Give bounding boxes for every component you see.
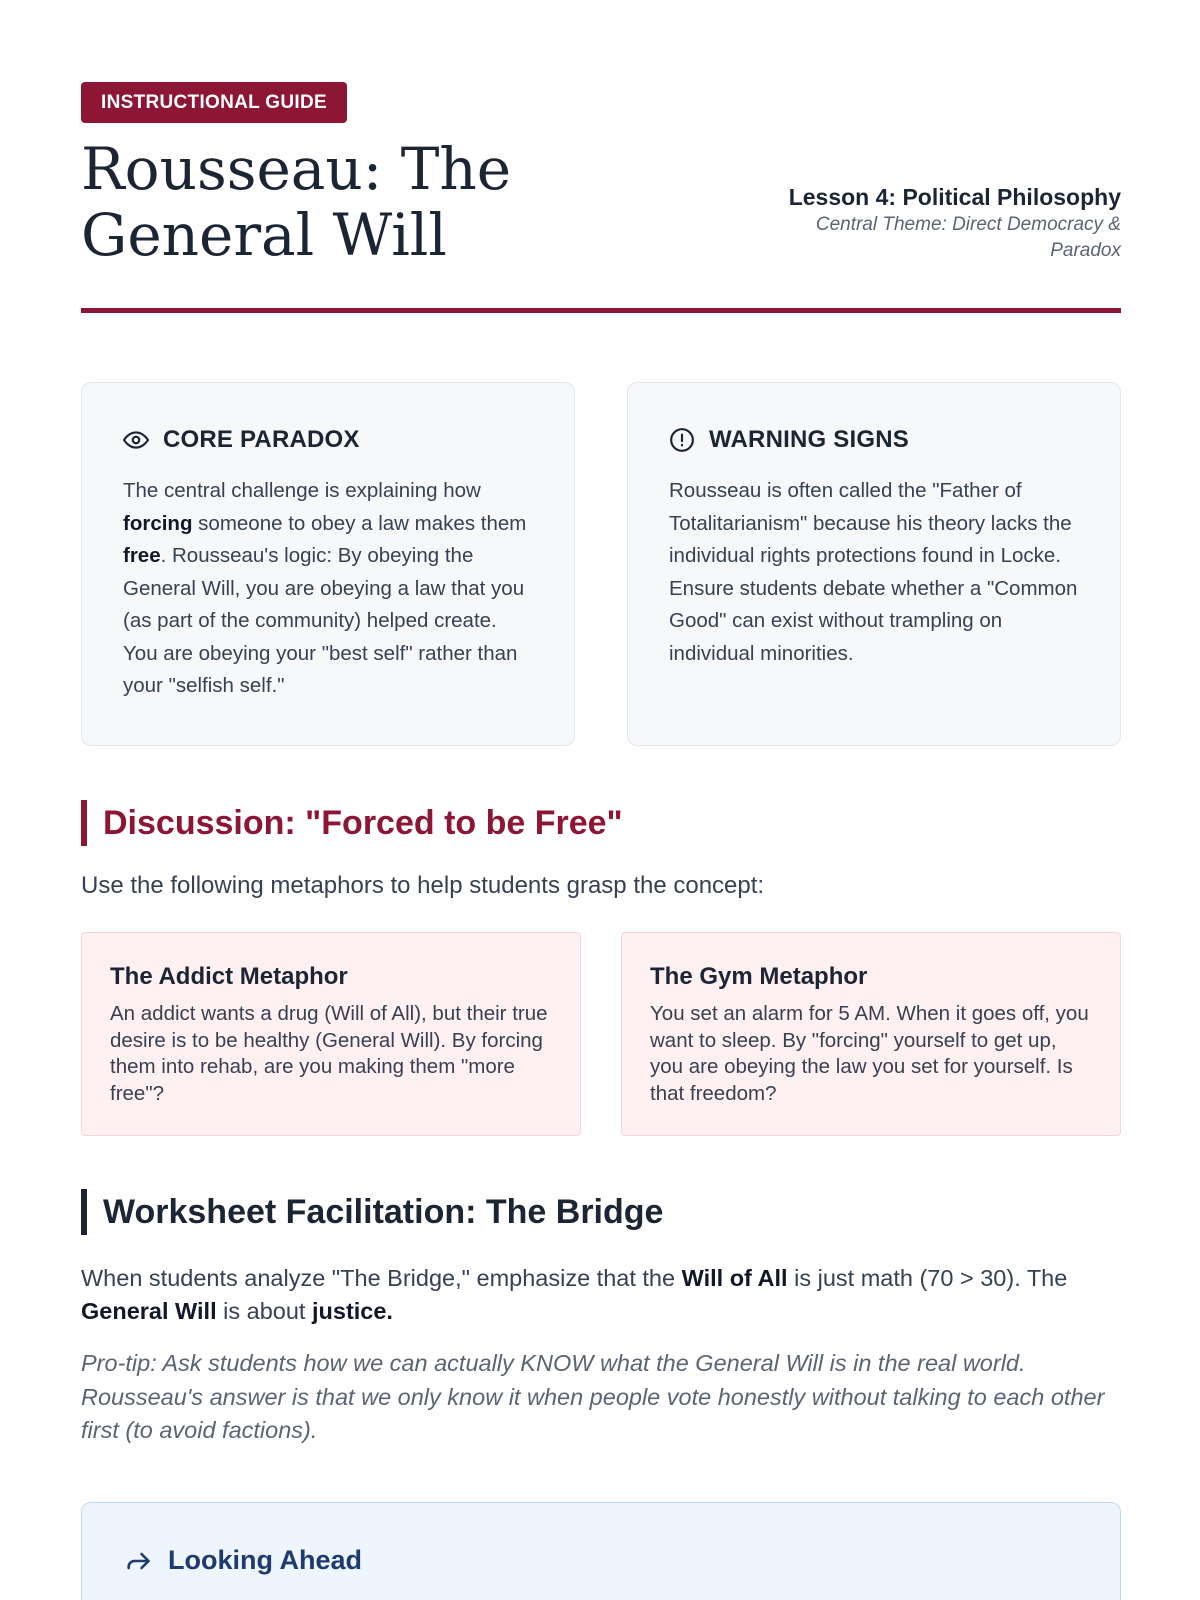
- emphasis-forcing: forcing: [123, 511, 193, 535]
- text-run: is about: [216, 1298, 312, 1324]
- eye-icon: [123, 427, 149, 453]
- discussion-intro: Use the following metaphors to help students grasp the concept:: [81, 872, 765, 899]
- core-paradox-text: [123, 475, 534, 703]
- lesson-title: Lesson 4: Political Philosophy: [788, 184, 1121, 210]
- metaphor-title: The Gym Metaphor: [650, 963, 868, 990]
- arrow-forward-icon: [124, 1547, 152, 1575]
- card-title: WARNING SIGNS: [709, 426, 909, 453]
- text-run: is just math (70 > 30). The: [787, 1265, 1068, 1291]
- emphasis-justice: justice.: [311, 1298, 393, 1324]
- text-run: . Rousseau's logic: By obeying the General Will, you are obeying a law that you (as part of the community) helped create. You are obeying your "best self" rather than your "selfish self.": [123, 544, 525, 697]
- alert-circle-icon: [669, 427, 695, 453]
- text-run: someone to obey a law makes them: [192, 511, 527, 535]
- looking-ahead-header: [124, 1545, 1120, 1576]
- header: [81, 82, 1121, 269]
- metaphor-text: An addict wants a drug (Will of All), but their true desire is to be healthy (General Will). By forcing them into rehab, are you making them "more free"?: [110, 1002, 548, 1105]
- gym-metaphor-card: [621, 932, 1121, 1136]
- metaphor-text: You set an alarm for 5 AM. When it goes off, you want to sleep. By "forcing" yourself to get up, you are obeying the law you set for yourself. Is that freedom?: [650, 1002, 1089, 1105]
- metaphor-cards: [81, 932, 1121, 1136]
- addict-metaphor-card: [81, 932, 581, 1136]
- info-cards: [81, 382, 1121, 746]
- warning-signs-text: Rousseau is often called the "Father of Totalitarianism" because his theory lacks the individual rights protections found in Locke. Ensure students debate whether a "Common Good" can exist without trampling on individual minorities.: [669, 479, 1078, 665]
- card-header: [669, 423, 1080, 457]
- worksheet-heading: Worksheet Facilitation: The Bridge: [81, 1189, 663, 1235]
- emphasis-will-of-all: Will of All: [681, 1265, 788, 1291]
- looking-ahead-title: Looking Ahead: [168, 1545, 362, 1575]
- pro-tip: Pro-tip: Ask students how we can actually KNOW what the General Will is in the real world. Rousseau's answer is that we only know it when people vote honestly without talking to each other first (to avoid factions).: [81, 1350, 1105, 1443]
- page-title: Rousseau: The General Will: [81, 135, 512, 269]
- warning-signs-card: [627, 382, 1121, 746]
- page: [81, 82, 1121, 1575]
- card-title: CORE PARADOX: [163, 426, 360, 453]
- lesson-info: [761, 182, 1121, 264]
- worksheet-text: [81, 1262, 1121, 1328]
- metaphor-title: The Addict Metaphor: [110, 963, 348, 990]
- looking-ahead-card: [81, 1502, 1121, 1600]
- lesson-theme: Central Theme: Direct Democracy & Paradox: [815, 214, 1121, 261]
- text-run: When students analyze "The Bridge," emphasize that the: [81, 1265, 682, 1291]
- guide-badge: INSTRUCTIONAL GUIDE: [81, 82, 347, 123]
- card-header: [123, 423, 534, 457]
- core-paradox-card: [81, 382, 575, 746]
- text-run: The central challenge is explaining how: [123, 479, 481, 502]
- emphasis-free: free: [123, 544, 161, 567]
- header-divider: [81, 308, 1121, 313]
- discussion-heading: Discussion: "Forced to be Free": [81, 800, 623, 846]
- emphasis-general-will: General Will: [81, 1298, 217, 1324]
